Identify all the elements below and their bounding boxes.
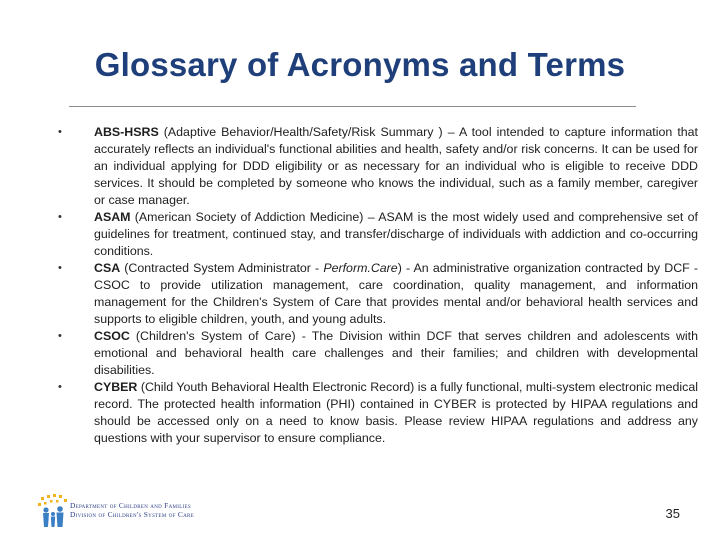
logo-text: [70, 501, 194, 519]
glossary-term: CSOC: [94, 329, 130, 343]
family-sun-icon: [38, 494, 70, 528]
family-figures-icon: [43, 506, 64, 527]
glossary-term: CYBER: [94, 380, 138, 394]
glossary-term: ASAM: [94, 210, 131, 224]
glossary-entry-csoc: [58, 328, 698, 379]
glossary-list: [58, 124, 698, 447]
glossary-definition: (Child Youth Behavioral Health Electronic Record) is a fully functional, multi-system electronic medical record. The protected health information (PHI) contained in CYBER is protected by HIPAA regulations and should be accessed only on a need to know basis. Please review HIPAA regulations and address any questions with your supervisor to ensure compliance.: [94, 380, 698, 445]
glossary-entry-cyber: [58, 379, 698, 447]
bullet-icon: •: [58, 211, 62, 223]
dcf-logo: [38, 494, 218, 528]
glossary-entry-abs-hsrs: [58, 124, 698, 209]
logo-division-line: Division of Children's System of Care: [70, 510, 195, 519]
glossary-definition: (Children's System of Care) - The Division within DCF that serves children and adolescents with emotional and behavioral health care challenges and their families; and children with developmental disabilities.: [94, 329, 698, 377]
glossary-definition-rest: ) - An administrative organization contracted by DCF - CSOC to provide utilization management, care coordination, quality management, and information management for the Children's System of Care that provides mental and/or behavioral health services and supports to eligible children, youth, and young adults.: [94, 261, 698, 326]
glossary-definition: (Contracted System Administrator -: [120, 261, 324, 275]
page-number: 35: [665, 506, 680, 521]
bullet-icon: •: [58, 262, 62, 274]
glossary-definition: (Adaptive Behavior/Health/Safety/Risk Summary ) – A tool intended to capture information that accurately reflects an individual's functional abilities and health, safety and/or risk concerns. It can be used for an individual applying for DDD eligibility or as necessary for an individual who is eligible to receive DDD services. It should be completed by someone who knows the individual, such as a family member, caregiver or case manager.: [94, 125, 698, 207]
sun-rays-icon: [38, 494, 67, 506]
slide-title: Glossary of Acronyms and Terms: [94, 46, 626, 83]
bullet-icon: •: [58, 126, 62, 138]
glossary-definition-italic: Perform.Care: [323, 261, 398, 275]
glossary-definition: (American Society of Addiction Medicine) – ASAM is the most widely used and comprehensive set of guidelines for treatment, continued stay, and transfer/discharge of individuals with addiction and co-occurring conditions.: [94, 210, 698, 258]
logo-department-line: Department of Children and Families: [70, 501, 191, 510]
bullet-icon: •: [58, 381, 62, 393]
bullet-icon: •: [58, 330, 62, 342]
glossary-entry-asam: [58, 209, 698, 260]
title-divider: [69, 106, 636, 107]
glossary-term: ABS-HSRS: [94, 125, 159, 139]
glossary-term: CSA: [94, 261, 121, 275]
glossary-entry-csa: [58, 260, 698, 328]
